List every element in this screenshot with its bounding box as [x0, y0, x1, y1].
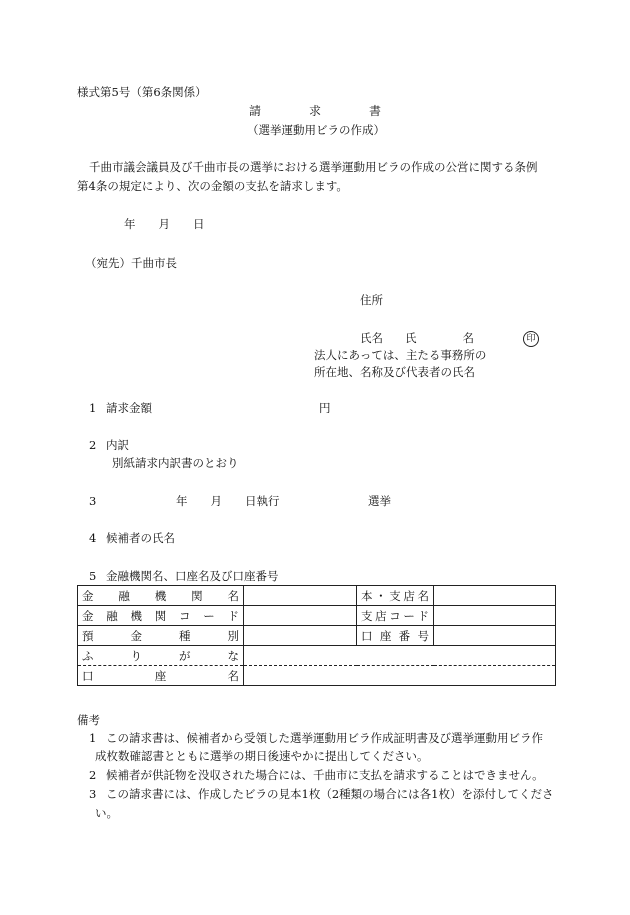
label-char: 機 [154, 588, 167, 603]
item-3-date: 年 月 日執行 [176, 494, 280, 508]
deposit-type-cell[interactable] [244, 626, 357, 646]
intro-text-line1: 千曲市議会議員及び千曲市長の選挙における選挙運動用ビラの作成の公営に関する条例 [89, 160, 538, 174]
label-char: 融 [118, 588, 130, 603]
label-char: 店 [375, 608, 387, 623]
form-number: 様式第5号（第6条関係） [77, 85, 207, 99]
label-char: 口 [361, 628, 373, 643]
item-4-label: 候補者の氏名 [106, 531, 175, 545]
account-number-label [357, 626, 434, 646]
furigana-label [78, 646, 244, 666]
label-char: 名 [227, 668, 239, 683]
intro-text-line2: 第4条の規定により、次の金額の支払を請求します。 [77, 179, 348, 193]
label-char: 預 [82, 628, 94, 643]
label-char: 支 [389, 588, 401, 603]
remarks-title: 備考 [77, 713, 100, 727]
item-2-label: 内訳 [106, 438, 129, 452]
label-char: 号 [417, 628, 429, 643]
label-char: ド [227, 608, 239, 623]
branch-name-cell[interactable] [434, 586, 556, 606]
bank-code-cell[interactable] [244, 606, 357, 626]
account-name-cell[interactable] [244, 666, 556, 686]
label-char: 店 [403, 588, 415, 603]
label-char: 番 [398, 628, 411, 643]
remark-1-number: 1 [89, 731, 97, 745]
label-char: 機 [130, 608, 142, 623]
item-1-unit: 円 [319, 401, 331, 415]
bank-name-label [78, 586, 244, 606]
label-char: 金 [130, 628, 142, 643]
account-name-label [78, 666, 244, 686]
addressee: （宛先）千曲市長 [85, 256, 177, 270]
label-char: 座 [379, 628, 392, 643]
document-title: 請 求 書 [249, 104, 382, 118]
corp-note-line2: 所在地、名称及び代表者の氏名 [314, 365, 475, 379]
table-row [78, 646, 556, 666]
label-char: ー [403, 608, 415, 623]
label-char: ふ [82, 648, 94, 663]
item-3-suffix: 選挙 [368, 494, 391, 508]
name-label: 氏名 [360, 331, 383, 345]
item-4-number: 4 [89, 531, 97, 545]
label-char: 種 [179, 628, 191, 643]
corp-note-line1: 法人にあっては、主たる事務所の [314, 348, 487, 362]
bank-info-table [77, 585, 556, 686]
document-subtitle: （選挙運動用ビラの作成） [247, 123, 385, 137]
table-row [78, 586, 556, 606]
remark-1-line1: この請求書は、候補者から受領した選挙運動用ビラ作成証明書及び選挙運動用ビラ作 [106, 731, 543, 745]
item-1-label: 請求金額 [106, 401, 152, 415]
remark-3-number: 3 [89, 787, 97, 801]
label-char: ー [203, 608, 215, 623]
item-3-number: 3 [89, 494, 97, 508]
item-5-number: 5 [89, 569, 97, 583]
table-row [78, 626, 556, 646]
label-char: 金 [82, 588, 94, 603]
remark-2-number: 2 [89, 768, 97, 782]
label-char: 支 [361, 608, 373, 623]
label-char: ド [417, 608, 429, 623]
item-1-number: 1 [89, 401, 97, 415]
label-char: 別 [227, 628, 239, 643]
table-row [78, 606, 556, 626]
label-char: 口 [82, 668, 94, 683]
label-char: 本 [361, 588, 373, 603]
label-char: な [227, 648, 239, 663]
label-char: 融 [106, 608, 118, 623]
date-line: 年 月 日 [124, 217, 205, 231]
label-char: 座 [154, 668, 167, 683]
branch-code-label [357, 606, 434, 626]
furigana-cell[interactable] [244, 646, 556, 666]
deposit-type-label [78, 626, 244, 646]
label-char: コ [389, 608, 401, 623]
remark-2-line1: 候補者が供託物を没収された場合には、千曲市に支払を請求することはできません。 [106, 768, 544, 782]
branch-name-label [357, 586, 434, 606]
label-char: が [179, 648, 191, 663]
seal-mark: 印 [523, 331, 539, 347]
remark-3-line1: この請求書には、作成したビラの見本1枚（2種類の場合には各1枚）を添付してくださ [106, 787, 554, 801]
label-char: 関 [154, 608, 167, 623]
label-char: 名 [417, 588, 429, 603]
bank-code-label [78, 606, 244, 626]
item-5-label: 金融機関名、口座名及び口座番号 [106, 569, 279, 583]
item-2-number: 2 [89, 438, 97, 452]
label-char: ・ [375, 588, 387, 603]
account-number-cell[interactable] [434, 626, 556, 646]
label-char: 関 [191, 588, 203, 603]
name-field: 氏 名 [405, 331, 474, 345]
table-row [78, 666, 556, 686]
label-char: コ [179, 608, 191, 623]
item-2-detail: 別紙請求内訳書のとおり [112, 456, 239, 470]
label-char: 金 [82, 608, 94, 623]
branch-code-cell[interactable] [434, 606, 556, 626]
label-char: り [130, 648, 142, 663]
bank-name-cell[interactable] [244, 586, 357, 606]
remark-1-line2: 成枚数確認書とともに選挙の期日後速やかに提出してください。 [95, 749, 429, 763]
address-label: 住所 [360, 293, 383, 307]
remark-3-line2: い。 [95, 806, 118, 820]
label-char: 名 [227, 588, 239, 603]
